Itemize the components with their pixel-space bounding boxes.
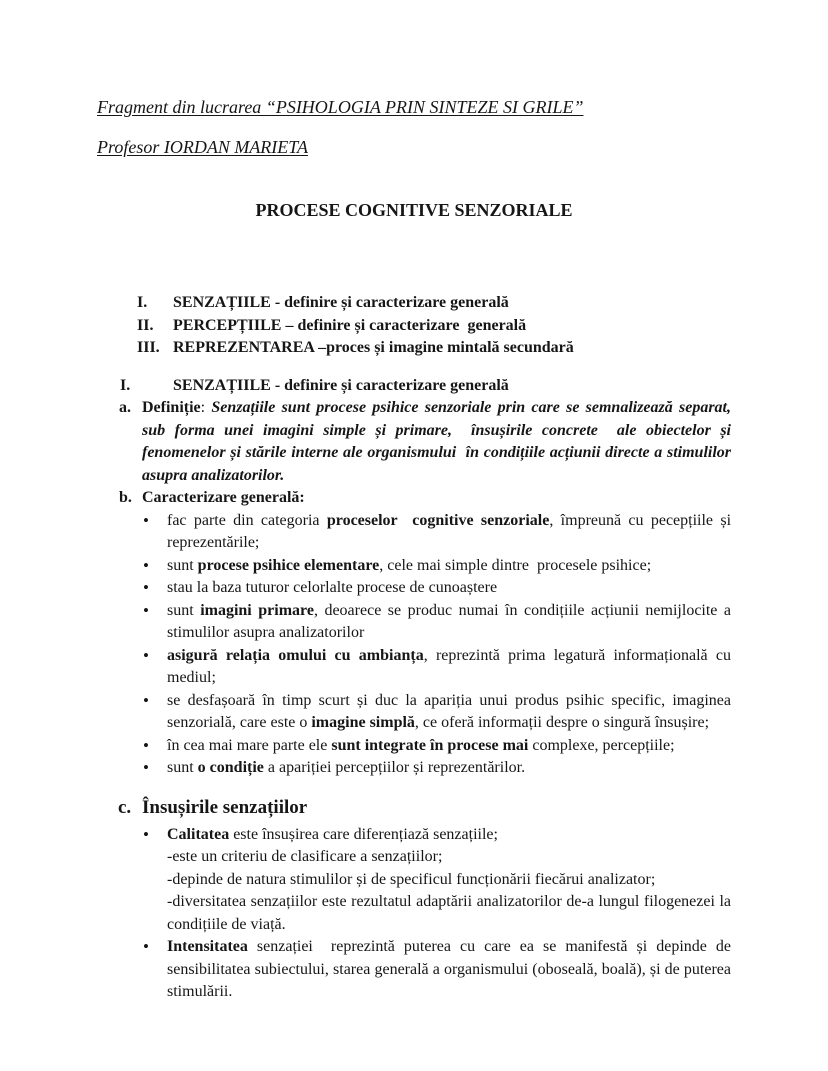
bullet-icon: • (143, 645, 149, 665)
bullet-text (167, 737, 675, 754)
bullet-text (167, 692, 735, 732)
text-segment: sunt (167, 601, 201, 619)
page-title: PROCESE COGNITIVE SENZORIALE (255, 200, 573, 220)
bullet-icon: • (143, 578, 149, 597)
toc-label: PERCEPȚIILE – definire și caracterizare generală (173, 316, 527, 334)
text-segment: fac parte din categoria (167, 511, 327, 529)
header-line-1 (97, 96, 731, 118)
bullet-icon: • (143, 690, 149, 710)
bullet-item (97, 510, 736, 555)
properties-heading (97, 794, 731, 821)
properties-heading-text: Însușirile senzațiilor (142, 796, 308, 818)
sub-point: -diversitatea senzațiilor este rezultatul adaptării analizatorilor de-a lungul filogenezei la condițiile de viață. (167, 893, 731, 933)
bullet-text (167, 557, 651, 574)
text-segment: sunt (167, 759, 198, 776)
text-segment: , împreună cu pecepțiile și reprezentările; (167, 511, 736, 551)
bullet-item (97, 690, 735, 735)
toc-item (97, 315, 731, 338)
text-segment: imagine simplă (311, 714, 415, 731)
characterization-item (97, 487, 731, 510)
toc-number: I. (137, 294, 148, 311)
bullet-icon: • (143, 600, 149, 620)
bullet-item (97, 936, 735, 1004)
text-segment: se desfașoară în timp scurt și duc la apariția unui produs psihic specific, imaginea senzorială, care este o (167, 691, 735, 731)
bullet-item (97, 555, 731, 578)
text-segment: sunt (167, 556, 198, 574)
bullet-icon: • (143, 735, 149, 755)
text-segment: sunt integrate în procese mai (331, 736, 529, 754)
bullet-icon: • (143, 510, 149, 530)
bullet-text (167, 579, 497, 596)
characterization-heading: Caracterizare generală: (142, 489, 305, 506)
bullet-icon: • (143, 555, 149, 575)
bullet-icon: • (143, 824, 149, 844)
bullet-item (97, 577, 731, 600)
toc-number: II. (137, 316, 154, 334)
properties-bullet-list (97, 824, 735, 1004)
header-line-2-text: Profesor IORDAN MARIETA (97, 137, 308, 157)
text-segment: asigură relația omului cu ambianța (167, 646, 424, 664)
header-line-2 (97, 136, 731, 158)
text-segment: Senzațiile sunt procese psihice senzoriale prin care se semnalizează separat, sub forma unei imagini simple și primare, însușirile concrete ale obiectelor și fenomenelor și stările interne ale organismului în condițiile acțiunii directe a stimulilor asupra analizatorilor. (142, 399, 735, 484)
item-marker-a: a. (119, 399, 131, 416)
section-title: SENZAȚIILE - definire și caracterizare generală (173, 376, 509, 394)
item-marker-b: b. (119, 489, 132, 506)
text-segment: procese psihice elementare (197, 556, 380, 574)
toc-list (97, 292, 731, 360)
bullet-text (167, 759, 525, 776)
toc-number: III. (137, 339, 160, 356)
section-number: I. (120, 376, 131, 394)
characterization-bullet-list (97, 510, 736, 780)
bullet-item (97, 600, 736, 645)
text-segment: Intensitatea (167, 938, 248, 955)
bullet-item (97, 757, 731, 780)
bullet-text (167, 602, 735, 642)
toc-item (97, 292, 731, 315)
bullet-text (167, 512, 735, 552)
text-segment: , reprezintă prima legatură informațională cu mediul; (167, 646, 736, 686)
text-segment: este însușirea care diferențiază senzațiile; (229, 825, 498, 843)
text-segment: , deoarece se produc numai în condițiile acțiunii nemijlocite a stimulilor asupra analizatorilor (167, 601, 736, 641)
text-segment: Calitatea (167, 825, 230, 843)
item-marker-c: c. (118, 796, 132, 818)
bullet-text (167, 647, 735, 687)
bullet-icon: • (143, 758, 149, 777)
text-segment: a apariției percepțiilor și reprezentărilor. (263, 759, 526, 776)
text-segment: în cea mai mare parte ele (167, 736, 332, 754)
text-segment: o condiție (197, 759, 264, 776)
text-segment: : (200, 399, 212, 416)
bullet-item (97, 735, 731, 758)
text-segment: Definiție (142, 399, 201, 416)
toc-label: SENZAȚIILE - definire și caracterizare generală (173, 294, 509, 311)
bullet-icon: • (143, 937, 149, 956)
bullet-item (97, 824, 731, 937)
toc-label: REPREZENTAREA –proces și imagine mintală secundară (173, 339, 574, 356)
text-segment: proceselor cognitive senzoriale (326, 511, 550, 529)
bullet-text (167, 938, 735, 1000)
text-segment: stau la baza tuturor celorlalte procese de cunoaștere (167, 579, 498, 596)
text-segment: complexe, percepțiile; (528, 736, 675, 754)
sub-point: -depinde de natura stimulilor și de specificul funcționării fiecărui analizator; (167, 870, 656, 888)
section-heading (97, 375, 731, 398)
sub-point: -este un criteriu de clasificare a senzațiilor; (167, 848, 443, 865)
text-segment: , ce oferă informații despre o singură însușire; (414, 714, 710, 731)
text-segment: senzației reprezintă puterea cu care ea se manifestă și depinde de sensibilitatea subiectului, starea generală a organismului (oboseală, boală), și de puterea stimulării. (167, 938, 735, 1000)
bullet-text (167, 826, 498, 843)
bullet-item (97, 645, 736, 690)
text-segment: imagini primare (200, 601, 314, 619)
definition-text (142, 399, 735, 484)
definition-item (97, 397, 735, 487)
header-line-1-text: Fragment din lucrarea “PSIHOLOGIA PRIN SINTEZE SI GRILE” (97, 97, 584, 117)
toc-item (97, 337, 731, 360)
text-segment: , cele mai simple dintre procesele psihice; (379, 556, 652, 574)
